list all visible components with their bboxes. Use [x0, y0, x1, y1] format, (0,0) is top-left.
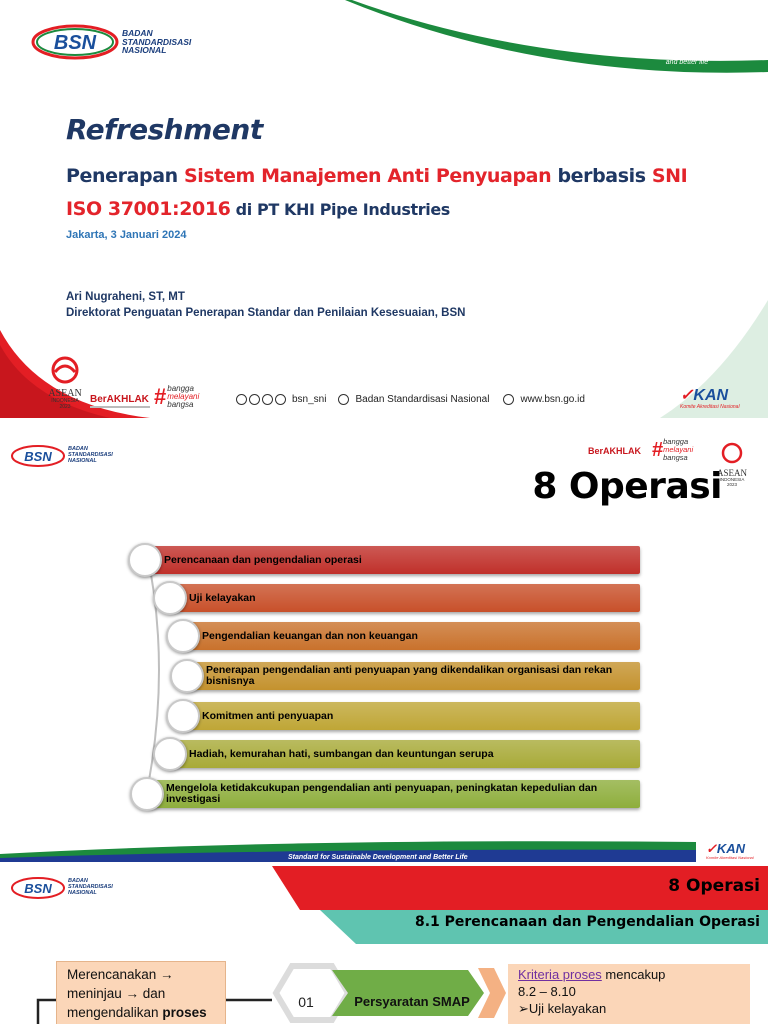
asean-emblem-icon [47, 356, 83, 384]
asean-logo-small: ASEAN INDONESIA 2023 [716, 442, 748, 487]
subtitle-part1: Penerapan [66, 165, 184, 187]
s3-subtitle: 8.1 Perencanaan dan Pengendalian Operasi [414, 914, 760, 930]
kan-logo-small: ✓KAN Komite Akreditasi Nasional [706, 841, 754, 860]
subtitle-part2: Sistem Manajemen Anti Penyuapan [183, 165, 552, 187]
bsn-logo-icon [30, 22, 120, 62]
left-box-line3a: mengendalikan [67, 1005, 163, 1020]
berakhlak-underline [90, 406, 150, 408]
hashtag-small-icon: # [652, 439, 664, 461]
kan-text: KAN [693, 387, 729, 404]
left-box-line3b: proses [162, 1005, 207, 1020]
operasi-item-1 [140, 546, 640, 574]
tiktok-icon[interactable] [236, 394, 247, 405]
bangga-melayani-logo [154, 385, 199, 409]
svg-text:BSN: BSN [24, 881, 52, 896]
bsn-logo-small-icon [10, 444, 66, 468]
step-number: 01 [298, 994, 314, 1010]
slide-cover [0, 0, 768, 418]
instagram-icon[interactable] [262, 394, 273, 405]
asean-small-icon [718, 442, 746, 464]
criteria-link[interactable]: Kriteria proses [518, 967, 602, 982]
process-description-box [56, 961, 226, 1024]
bangga-line3: bangsa [167, 400, 194, 409]
berakhlak-logo-small: BerAKHLAK [588, 446, 642, 456]
left-box-line2: meninjau → dan [67, 986, 166, 1001]
kan-subtext: Komite Akreditasi Nasional [680, 404, 740, 410]
operasi-bullet-circle [170, 659, 204, 693]
asean-line3: 2023 [59, 404, 71, 410]
operasi-item-7 [148, 780, 640, 808]
author-name: Ari Nugraheni, ST, MT [66, 291, 185, 303]
footer-tagline: Standard for Sustainable Development and Better Life [288, 854, 468, 861]
subtitle-part3: berbasis [551, 165, 652, 187]
berakhlak-logo: BerAKHLAK [90, 394, 149, 405]
operasi-item-label: Hadiah, kemurahan hati, sumbangan dan keuntungan serupa [189, 747, 494, 760]
social-icons [236, 394, 286, 405]
asean-line2: INDONESIA [51, 398, 79, 404]
bsn-name-line2: STANDARDISASI [122, 36, 192, 47]
operasi-bullet-circle [128, 543, 162, 577]
step-graphic [262, 962, 508, 1024]
operasi-item-label: Perencanaan dan pengendalian operasi [164, 553, 362, 566]
cover-author [66, 289, 465, 321]
step-label: Persyaratan SMAP [354, 994, 470, 1009]
operasi-item-4 [186, 662, 640, 690]
operasi-item-label: Mengelola ketidakcukupan pengendalian anti penyuapan, peningkatan kepedulian dan investigasi [166, 782, 598, 805]
author-unit: Direktorat Penguatan Penerapan Standar dan Penilaian Kesesuaian, BSN [66, 307, 466, 319]
s3-title: 8 Operasi [668, 876, 760, 896]
asean-logo [46, 356, 84, 410]
criteria-rest: mencakup [601, 967, 666, 982]
bangga-logo-small: # bangga melayani bangsa [652, 437, 694, 462]
operasi-bullet-circle [153, 581, 187, 615]
cover-title: Refreshment [66, 113, 263, 146]
svg-text:BSN: BSN [24, 449, 52, 464]
globe-icon[interactable] [503, 394, 514, 405]
bangga-line2: melayani [167, 392, 200, 401]
bsn-acronym: BSN [53, 32, 97, 54]
social-handle[interactable]: bsn_sni [292, 394, 327, 405]
operasi-item-label: Komitmen anti penyuapan [202, 709, 334, 722]
operasi-item-label: Uji kelayakan [189, 591, 256, 604]
facebook-name[interactable]: Badan Standardisasi Nasional [355, 394, 490, 405]
bsn-logo-s3-icon [10, 876, 66, 900]
cover-subtitle [66, 160, 716, 226]
subtitle-part5: di PT KHI Pipe Industries [230, 200, 450, 219]
operasi-item-label: Pengendalian keuangan dan non keuangan [202, 629, 418, 642]
operasi-item-6 [168, 740, 640, 768]
sni-tagline-1: Standard for sustainable development [628, 51, 746, 58]
bsn-name-line3: NASIONAL [122, 45, 167, 56]
slide-operasi-overview [0, 418, 768, 866]
operasi-item-label: Penerapan pengendalian anti penyuapan yang dikendalikan organisasi dan rekan bisnisnya [206, 664, 613, 687]
operasi-bullet-circle [153, 737, 187, 771]
asean-line1: ASEAN [48, 388, 82, 399]
operasi-item-3 [182, 622, 640, 650]
subtitle-part4: SNI ISO 37001:2016 [66, 165, 688, 220]
hashtag-icon: # [154, 384, 167, 409]
cover-date: Jakarta, 3 Januari 2024 [66, 229, 187, 241]
operasi-bullet-circle [166, 619, 200, 653]
left-box-line1: Merencanakan → [67, 967, 174, 982]
bsn-name-line1: BADAN [122, 27, 153, 38]
operasi-title: 8 Operasi [532, 466, 722, 507]
slide-perencanaan [0, 866, 768, 1024]
bsn-logo-s3: BSN BADAN STANDARDISASI NASIONAL [10, 876, 113, 900]
operasi-item-5 [182, 702, 640, 730]
criteria-line2: 8.2 – 8.10 [518, 984, 576, 999]
operasi-bullet-circle [166, 699, 200, 733]
website-link[interactable]: www.bsn.go.id [520, 394, 585, 405]
sni-mark [612, 14, 762, 67]
kan-check-icon: ✓ [680, 387, 694, 404]
bsn-logo [30, 22, 191, 62]
sni-tagline-2: and better life [665, 59, 709, 66]
header-bands [0, 866, 768, 946]
operasi-item-2 [168, 584, 640, 612]
cover-footer-contacts [236, 394, 585, 405]
sni-logo-text: SNI [659, 14, 714, 45]
criteria-line3: ➢Uji kelayakan [518, 1001, 607, 1016]
bsn-logo-small: BSN BADAN STANDARDISASI NASIONAL [10, 444, 113, 468]
kan-logo [680, 388, 740, 410]
facebook-icon[interactable] [338, 394, 349, 405]
bangga-line1: bangga [167, 384, 194, 393]
twitter-icon[interactable] [275, 394, 286, 405]
operasi-bullet-circle [130, 777, 164, 811]
criteria-box [508, 964, 750, 1024]
youtube-icon[interactable] [249, 394, 260, 405]
